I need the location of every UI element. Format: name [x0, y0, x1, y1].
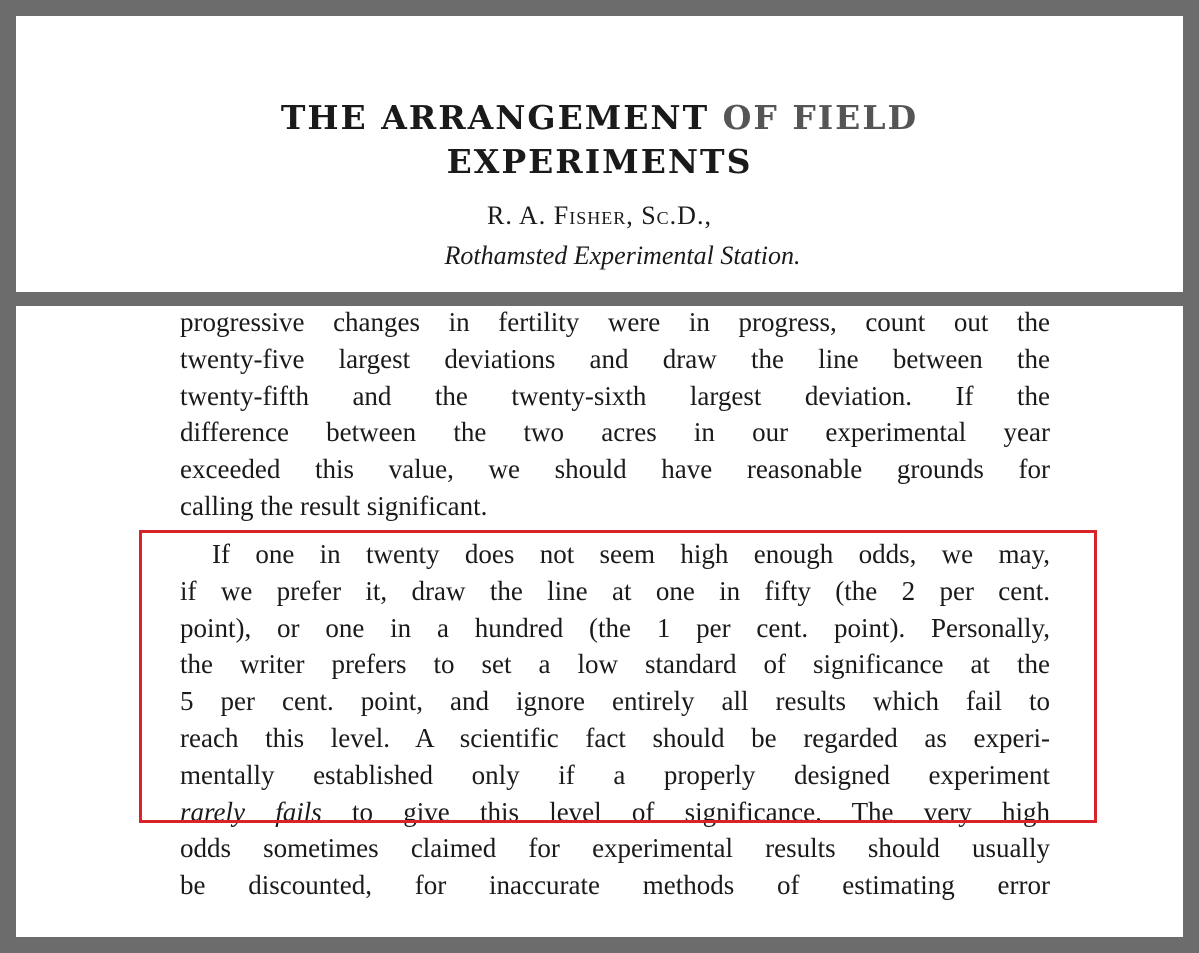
text-line: point), or one in a hundred (the 1 per cent. point). Personally,	[180, 612, 1050, 643]
text-line: if we prefer it, draw the line at one in fifty (the 2 per cent.	[180, 575, 1050, 606]
paragraph-1	[180, 304, 1050, 525]
text-line: progressive changes in fertility were in progress, count out the	[180, 307, 1050, 337]
highlight-box	[139, 530, 1097, 823]
italic-emphasis: rarely fails	[180, 796, 322, 827]
text-line: reach this level. A scientific fact should be regarded as experi-	[180, 722, 1050, 753]
text-line: If one in twenty does not seem high enough odds, we may,	[212, 539, 1050, 569]
paper-title-line-2: EXPERIMENTS	[446, 142, 753, 181]
author-affiliation: Rothamsted Experimental Station.	[444, 241, 801, 270]
text-line: odds sometimes claimed for experimental results should usually	[180, 833, 1050, 864]
text-line: difference between the two acres in our experimental year	[180, 417, 1050, 448]
text-line: calling the result significant.	[180, 490, 488, 521]
title-part-b: OF FIELD	[722, 98, 919, 137]
title-panel	[16, 16, 1183, 292]
body-text-panel	[16, 306, 1183, 937]
author-surname: Fisher	[553, 201, 627, 230]
text-line: exceeded this value, we should have reasonable grounds for	[180, 454, 1050, 485]
text-fragment: to give this level of significance. The very high	[351, 796, 1050, 827]
title-part-a: THE ARRANGEMENT	[280, 98, 710, 137]
text-line: be discounted, for inaccurate methods of estimating error	[180, 870, 1050, 901]
author-degree: Sc.D.,	[641, 201, 712, 230]
author-initials: R. A.	[487, 201, 547, 230]
text-line: twenty-fifth and the twenty-sixth largest deviation. If the	[180, 380, 1050, 411]
paper-title-line-1	[16, 96, 1183, 140]
text-line: mentally established only if a properly designed experiment	[180, 759, 1050, 790]
text-line: twenty-five largest deviations and draw the line between the	[180, 343, 1050, 374]
author-line: R. A. Fisher, Sc.D.,	[487, 201, 712, 230]
text-line: 5 per cent. point, and ignore entirely all results which fail to	[180, 686, 1050, 717]
text-line: the writer prefers to set a low standard of significance at the	[180, 649, 1050, 680]
